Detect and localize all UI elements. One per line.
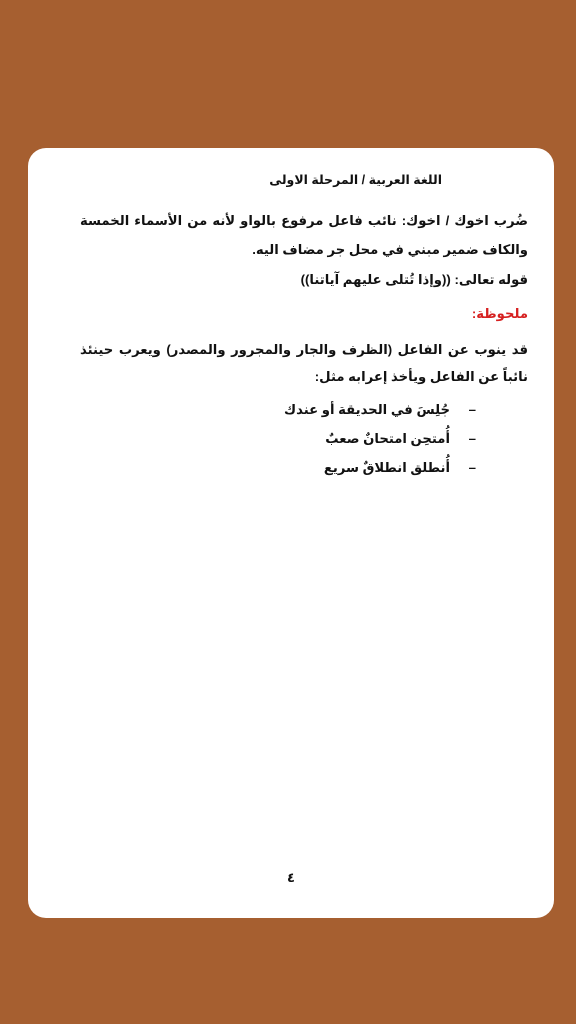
examples-list xyxy=(284,400,476,487)
list-marker: – xyxy=(468,402,476,417)
example-text: جُلِسَ في الحديقة أو عندك xyxy=(283,402,450,417)
paragraph-note-body: قد ينوب عن الفاعل (الظرف والجار والمجرور والمصدر) ويعرب حينئذ نائباً عن الفاعل ويأخذ إعرابه مثل: xyxy=(80,342,528,384)
document-page xyxy=(28,148,554,918)
page-number: ٤ xyxy=(287,870,295,885)
list-item xyxy=(284,400,476,429)
example-text: أُمتحِن امتحانٌ صعبٌ xyxy=(325,431,450,446)
page-header: اللغة العربية / المرحلة الاولى xyxy=(269,173,442,187)
list-marker: – xyxy=(468,460,476,475)
paragraph-example-1: ضُرب اخوك / اخوك: نائب فاعل مرفوع بالواو لأنه من الأسماء الخمسة والكاف ضمير مبني في محل جر مضاف اليه. xyxy=(80,213,528,257)
list-marker: – xyxy=(468,431,476,446)
list-item xyxy=(284,458,476,487)
example-text: أُنطلق انطلاقٌ سريع xyxy=(323,460,450,475)
paragraph-quran-quote: قوله تعالى: ((وإذا تُتلى عليهم آياتنا)) xyxy=(300,272,528,287)
note-label: ملحوظة: xyxy=(471,306,528,321)
list-item xyxy=(284,429,476,458)
